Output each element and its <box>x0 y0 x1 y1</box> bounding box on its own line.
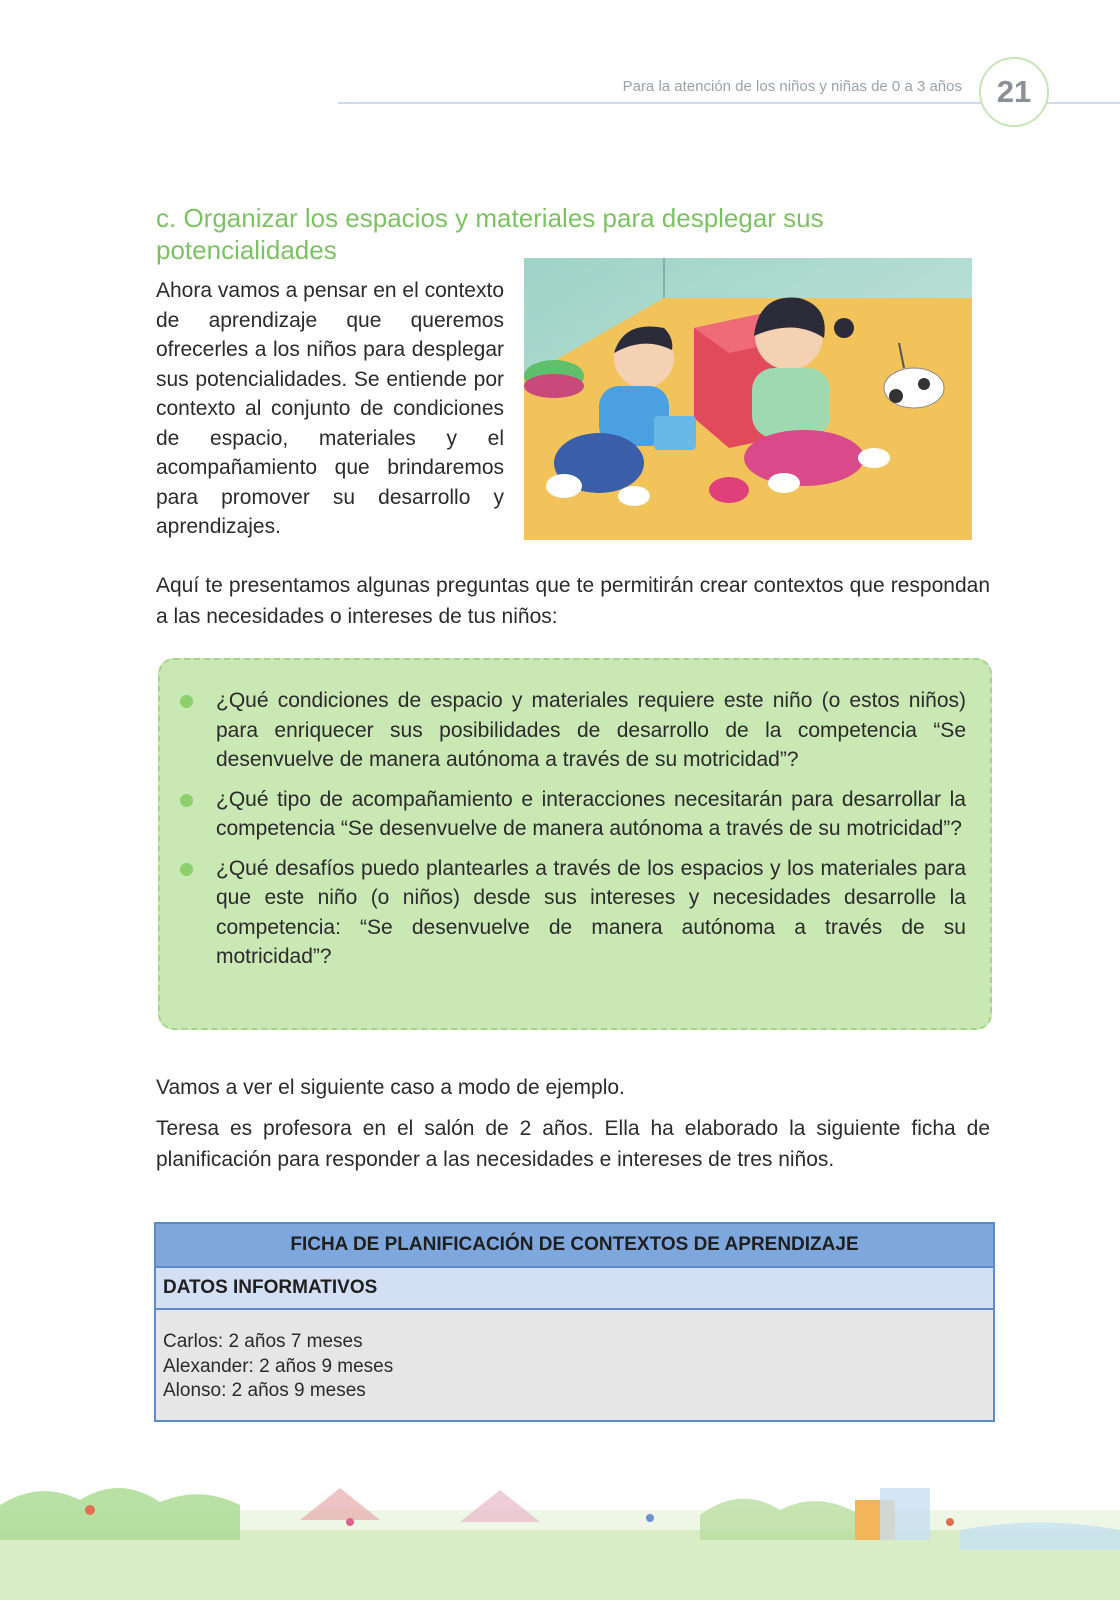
bullet-icon <box>180 863 193 876</box>
section-title: c. Organizar los espacios y materiales para desplegar sus potencialidades <box>156 203 824 265</box>
intro-paragraph: Ahora vamos a pensar en el contexto de aprendizaje que queremos ofrecerles a los niños para desplegar sus potencialidades. Se entiende por contexto al conjunto de condiciones de espacio, materiales y el acompañamiento que brindaremos para promover su desarrollo y aprendizajes. <box>156 279 504 538</box>
questions-box <box>158 658 992 1030</box>
question-item <box>216 785 966 844</box>
table-subtitle: DATOS INFORMATIVOS <box>156 1268 993 1310</box>
question-text: ¿Qué condiciones de espacio y materiales requiere este niño (o estos niños) para enriquecer sus posibilidades de desarrollo de la competencia “Se desenvuelve de manera autónoma a través de su motricidad”? <box>216 689 966 771</box>
child-row: Alonso: 2 años 9 meses <box>163 1380 366 1401</box>
children-playing-illustration <box>524 258 972 540</box>
example-intro: Vamos a ver el siguiente caso a modo de ejemplo. <box>156 1076 625 1099</box>
question-item <box>216 854 966 972</box>
bullet-icon <box>180 794 193 807</box>
blue-block <box>654 416 696 450</box>
pink-bowl <box>709 477 749 503</box>
table-body <box>156 1310 993 1420</box>
teresa-paragraph: Teresa es profesora en el salón de 2 años. Ella ha elaborado la siguiente ficha de planificación para responder a las necesidades e intereses de tres niños. <box>156 1117 990 1171</box>
question-text: ¿Qué tipo de acompañamiento e interacciones necesitarán para desarrollar la competencia “Se desenvuelve de manera autónoma a través de su motricidad”? <box>216 787 966 840</box>
page-number: 21 <box>979 57 1049 127</box>
table-title: FICHA DE PLANIFICACIÓN DE CONTEXTOS DE APRENDIZAJE <box>156 1224 993 1268</box>
question-item <box>216 686 966 775</box>
running-title: Para la atención de los niños y niñas de 0 a 3 años <box>622 78 962 95</box>
child-row: Alexander: 2 años 9 meses <box>163 1355 394 1377</box>
child-row: Carlos: 2 años 7 meses <box>163 1331 363 1352</box>
planning-sheet-table <box>154 1222 995 1422</box>
footer-landscape-illustration <box>0 1460 1120 1600</box>
question-text: ¿Qué desafíos puedo plantearles a través de los espacios y los materiales para que este niño (o niños) desde sus intereses y necesidades desarrolle la competencia: “Se desenvuelve de manera autónoma a través de su motricidad”? <box>216 856 966 968</box>
questions-lead: Aquí te presentamos algunas preguntas que te permitirán crear contextos que respondan a las necesidades o intereses de tus niños: <box>156 574 990 628</box>
bullet-icon <box>180 695 193 708</box>
questions-list <box>160 660 990 972</box>
